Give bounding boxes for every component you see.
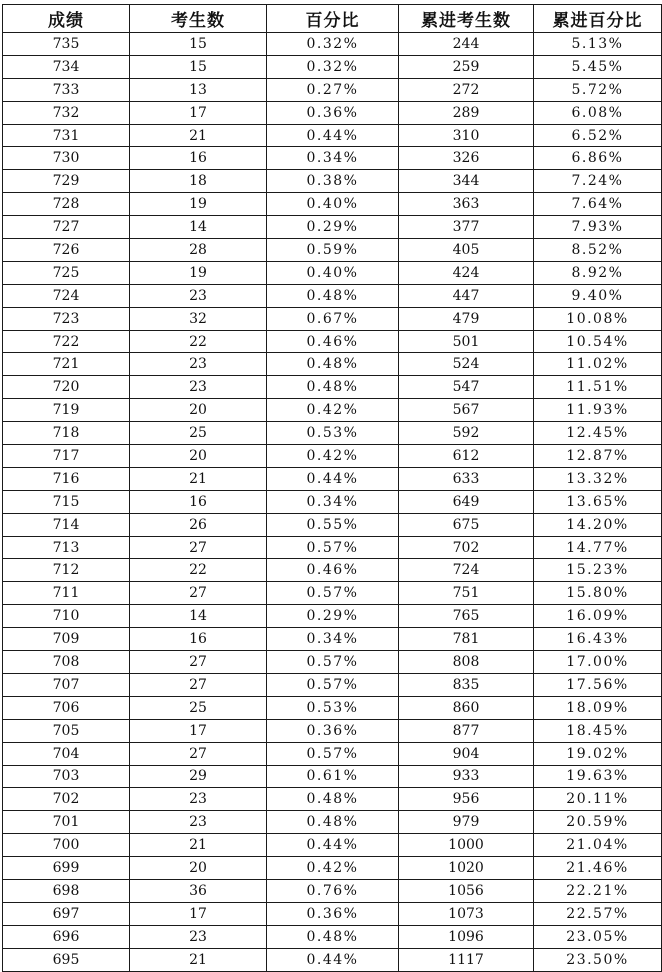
percentage-cell: 0.67% (267, 307, 399, 330)
header-candidates: 考生数 (130, 5, 267, 33)
cumulative-percentage-cell: 17.00% (534, 651, 662, 674)
candidates-cell: 26 (130, 513, 267, 536)
table-row (3, 857, 662, 880)
cumulative-candidates-cell: 447 (399, 284, 534, 307)
cumulative-candidates-cell: 524 (399, 353, 534, 376)
table-row (3, 124, 662, 147)
header-row (3, 5, 662, 33)
header-cumulative-candidates: 累进考生数 (399, 5, 534, 33)
cumulative-candidates-cell: 377 (399, 216, 534, 239)
percentage-cell: 0.40% (267, 193, 399, 216)
cumulative-candidates-cell: 675 (399, 513, 534, 536)
cumulative-percentage-cell: 14.77% (534, 536, 662, 559)
score-cell: 735 (3, 33, 130, 56)
score-cell: 705 (3, 719, 130, 742)
cumulative-candidates-cell: 259 (399, 55, 534, 78)
cumulative-candidates-cell: 1056 (399, 879, 534, 902)
table-row (3, 925, 662, 948)
cumulative-percentage-cell: 18.09% (534, 696, 662, 719)
table-row (3, 628, 662, 651)
cumulative-percentage-cell: 14.20% (534, 513, 662, 536)
table-row (3, 948, 662, 971)
percentage-cell: 0.36% (267, 902, 399, 925)
table-row (3, 651, 662, 674)
percentage-cell: 0.36% (267, 719, 399, 742)
percentage-cell: 0.34% (267, 147, 399, 170)
percentage-cell: 0.29% (267, 216, 399, 239)
cumulative-candidates-cell: 724 (399, 559, 534, 582)
cumulative-percentage-cell: 8.92% (534, 261, 662, 284)
score-cell: 721 (3, 353, 130, 376)
candidates-cell: 23 (130, 788, 267, 811)
cumulative-percentage-cell: 20.59% (534, 811, 662, 834)
cumulative-percentage-cell: 17.56% (534, 673, 662, 696)
score-cell: 698 (3, 879, 130, 902)
cumulative-percentage-cell: 11.93% (534, 399, 662, 422)
table-row (3, 399, 662, 422)
cumulative-percentage-cell: 19.02% (534, 742, 662, 765)
candidates-cell: 16 (130, 490, 267, 513)
cumulative-percentage-cell: 13.65% (534, 490, 662, 513)
cumulative-candidates-cell: 363 (399, 193, 534, 216)
candidates-cell: 22 (130, 559, 267, 582)
table-row (3, 467, 662, 490)
cumulative-candidates-cell: 479 (399, 307, 534, 330)
cumulative-candidates-cell: 1117 (399, 948, 534, 971)
cumulative-percentage-cell: 11.02% (534, 353, 662, 376)
cumulative-percentage-cell: 11.51% (534, 376, 662, 399)
candidates-cell: 27 (130, 582, 267, 605)
percentage-cell: 0.44% (267, 124, 399, 147)
cumulative-percentage-cell: 7.24% (534, 170, 662, 193)
table-row (3, 353, 662, 376)
candidates-cell: 23 (130, 925, 267, 948)
cumulative-candidates-cell: 1020 (399, 857, 534, 880)
cumulative-percentage-cell: 10.54% (534, 330, 662, 353)
table-header (3, 5, 662, 33)
score-cell: 727 (3, 216, 130, 239)
cumulative-percentage-cell: 8.52% (534, 239, 662, 262)
cumulative-percentage-cell: 6.08% (534, 101, 662, 124)
score-cell: 730 (3, 147, 130, 170)
candidates-cell: 21 (130, 834, 267, 857)
candidates-cell: 36 (130, 879, 267, 902)
candidates-cell: 14 (130, 216, 267, 239)
score-cell: 710 (3, 605, 130, 628)
candidates-cell: 22 (130, 330, 267, 353)
candidates-cell: 17 (130, 902, 267, 925)
percentage-cell: 0.44% (267, 467, 399, 490)
cumulative-percentage-cell: 22.21% (534, 879, 662, 902)
table-row (3, 719, 662, 742)
percentage-cell: 0.48% (267, 811, 399, 834)
cumulative-candidates-cell: 592 (399, 422, 534, 445)
score-cell: 733 (3, 78, 130, 101)
score-cell: 726 (3, 239, 130, 262)
score-cell: 700 (3, 834, 130, 857)
score-cell: 697 (3, 902, 130, 925)
cumulative-candidates-cell: 649 (399, 490, 534, 513)
percentage-cell: 0.61% (267, 765, 399, 788)
score-cell: 695 (3, 948, 130, 971)
candidates-cell: 23 (130, 376, 267, 399)
score-cell: 706 (3, 696, 130, 719)
candidates-cell: 21 (130, 467, 267, 490)
percentage-cell: 0.57% (267, 742, 399, 765)
cumulative-candidates-cell: 808 (399, 651, 534, 674)
score-cell: 725 (3, 261, 130, 284)
cumulative-candidates-cell: 933 (399, 765, 534, 788)
cumulative-percentage-cell: 15.23% (534, 559, 662, 582)
candidates-cell: 27 (130, 651, 267, 674)
percentage-cell: 0.32% (267, 33, 399, 56)
percentage-cell: 0.48% (267, 925, 399, 948)
candidates-cell: 17 (130, 719, 267, 742)
percentage-cell: 0.34% (267, 490, 399, 513)
percentage-cell: 0.48% (267, 376, 399, 399)
table-row (3, 101, 662, 124)
table-row (3, 582, 662, 605)
table-row (3, 902, 662, 925)
cumulative-percentage-cell: 10.08% (534, 307, 662, 330)
score-cell: 728 (3, 193, 130, 216)
percentage-cell: 0.55% (267, 513, 399, 536)
table-row (3, 765, 662, 788)
percentage-cell: 0.59% (267, 239, 399, 262)
table-row (3, 239, 662, 262)
candidates-cell: 16 (130, 628, 267, 651)
score-cell: 724 (3, 284, 130, 307)
cumulative-percentage-cell: 18.45% (534, 719, 662, 742)
cumulative-percentage-cell: 7.93% (534, 216, 662, 239)
table-row (3, 284, 662, 307)
candidates-cell: 29 (130, 765, 267, 788)
percentage-cell: 0.42% (267, 857, 399, 880)
score-cell: 707 (3, 673, 130, 696)
cumulative-percentage-cell: 6.52% (534, 124, 662, 147)
cumulative-percentage-cell: 22.57% (534, 902, 662, 925)
percentage-cell: 0.57% (267, 673, 399, 696)
candidates-cell: 23 (130, 811, 267, 834)
cumulative-percentage-cell: 23.50% (534, 948, 662, 971)
candidates-cell: 19 (130, 261, 267, 284)
percentage-cell: 0.29% (267, 605, 399, 628)
score-cell: 731 (3, 124, 130, 147)
cumulative-candidates-cell: 765 (399, 605, 534, 628)
percentage-cell: 0.36% (267, 101, 399, 124)
table-row (3, 33, 662, 56)
table-row (3, 216, 662, 239)
cumulative-candidates-cell: 405 (399, 239, 534, 262)
candidates-cell: 27 (130, 742, 267, 765)
score-cell: 702 (3, 788, 130, 811)
score-cell: 701 (3, 811, 130, 834)
cumulative-percentage-cell: 9.40% (534, 284, 662, 307)
cumulative-percentage-cell: 16.43% (534, 628, 662, 651)
score-cell: 718 (3, 422, 130, 445)
cumulative-percentage-cell: 23.05% (534, 925, 662, 948)
cumulative-candidates-cell: 702 (399, 536, 534, 559)
percentage-cell: 0.53% (267, 422, 399, 445)
table-row (3, 170, 662, 193)
candidates-cell: 21 (130, 948, 267, 971)
candidates-cell: 15 (130, 33, 267, 56)
score-cell: 723 (3, 307, 130, 330)
candidates-cell: 20 (130, 445, 267, 468)
score-cell: 715 (3, 490, 130, 513)
score-cell: 719 (3, 399, 130, 422)
header-score: 成绩 (3, 5, 130, 33)
cumulative-candidates-cell: 612 (399, 445, 534, 468)
percentage-cell: 0.46% (267, 559, 399, 582)
cumulative-candidates-cell: 1096 (399, 925, 534, 948)
percentage-cell: 0.44% (267, 948, 399, 971)
score-cell: 696 (3, 925, 130, 948)
percentage-cell: 0.48% (267, 284, 399, 307)
table-row (3, 55, 662, 78)
percentage-cell: 0.53% (267, 696, 399, 719)
cumulative-candidates-cell: 501 (399, 330, 534, 353)
cumulative-candidates-cell: 904 (399, 742, 534, 765)
percentage-cell: 0.57% (267, 582, 399, 605)
cumulative-percentage-cell: 21.46% (534, 857, 662, 880)
percentage-cell: 0.44% (267, 834, 399, 857)
candidates-cell: 27 (130, 536, 267, 559)
percentage-cell: 0.57% (267, 651, 399, 674)
cumulative-candidates-cell: 567 (399, 399, 534, 422)
table-row (3, 490, 662, 513)
score-cell: 709 (3, 628, 130, 651)
candidates-cell: 16 (130, 147, 267, 170)
table-row (3, 147, 662, 170)
cumulative-percentage-cell: 12.45% (534, 422, 662, 445)
table-row (3, 307, 662, 330)
percentage-cell: 0.46% (267, 330, 399, 353)
percentage-cell: 0.27% (267, 78, 399, 101)
cumulative-percentage-cell: 16.09% (534, 605, 662, 628)
cumulative-candidates-cell: 1000 (399, 834, 534, 857)
percentage-cell: 0.76% (267, 879, 399, 902)
percentage-cell: 0.34% (267, 628, 399, 651)
table-row (3, 742, 662, 765)
cumulative-candidates-cell: 289 (399, 101, 534, 124)
candidates-cell: 18 (130, 170, 267, 193)
cumulative-candidates-cell: 424 (399, 261, 534, 284)
table-row (3, 559, 662, 582)
cumulative-candidates-cell: 835 (399, 673, 534, 696)
percentage-cell: 0.48% (267, 788, 399, 811)
candidates-cell: 13 (130, 78, 267, 101)
header-percentage: 百分比 (267, 5, 399, 33)
candidates-cell: 14 (130, 605, 267, 628)
score-cell: 714 (3, 513, 130, 536)
candidates-cell: 28 (130, 239, 267, 262)
cumulative-percentage-cell: 5.72% (534, 78, 662, 101)
cumulative-candidates-cell: 877 (399, 719, 534, 742)
score-cell: 699 (3, 857, 130, 880)
score-cell: 708 (3, 651, 130, 674)
candidates-cell: 25 (130, 696, 267, 719)
table-row (3, 193, 662, 216)
table-body (3, 33, 662, 972)
table-row (3, 673, 662, 696)
score-cell: 712 (3, 559, 130, 582)
candidates-cell: 23 (130, 284, 267, 307)
table-row (3, 422, 662, 445)
percentage-cell: 0.32% (267, 55, 399, 78)
table-row (3, 536, 662, 559)
score-cell: 713 (3, 536, 130, 559)
percentage-cell: 0.57% (267, 536, 399, 559)
cumulative-percentage-cell: 6.86% (534, 147, 662, 170)
score-distribution-table (2, 4, 662, 972)
cumulative-candidates-cell: 979 (399, 811, 534, 834)
cumulative-candidates-cell: 326 (399, 147, 534, 170)
table-row (3, 261, 662, 284)
percentage-cell: 0.42% (267, 445, 399, 468)
candidates-cell: 21 (130, 124, 267, 147)
table-row (3, 376, 662, 399)
score-cell: 704 (3, 742, 130, 765)
candidates-cell: 20 (130, 399, 267, 422)
table-row (3, 811, 662, 834)
cumulative-percentage-cell: 21.04% (534, 834, 662, 857)
table-row (3, 834, 662, 857)
cumulative-candidates-cell: 344 (399, 170, 534, 193)
cumulative-candidates-cell: 272 (399, 78, 534, 101)
cumulative-candidates-cell: 860 (399, 696, 534, 719)
table-row (3, 78, 662, 101)
cumulative-percentage-cell: 13.32% (534, 467, 662, 490)
cumulative-percentage-cell: 20.11% (534, 788, 662, 811)
cumulative-candidates-cell: 751 (399, 582, 534, 605)
candidates-cell: 15 (130, 55, 267, 78)
score-cell: 734 (3, 55, 130, 78)
cumulative-percentage-cell: 5.45% (534, 55, 662, 78)
table-row (3, 445, 662, 468)
candidates-cell: 23 (130, 353, 267, 376)
candidates-cell: 27 (130, 673, 267, 696)
cumulative-candidates-cell: 244 (399, 33, 534, 56)
table-row (3, 879, 662, 902)
table-row (3, 605, 662, 628)
table-row (3, 513, 662, 536)
score-cell: 703 (3, 765, 130, 788)
table-row (3, 696, 662, 719)
cumulative-candidates-cell: 781 (399, 628, 534, 651)
candidates-cell: 17 (130, 101, 267, 124)
candidates-cell: 32 (130, 307, 267, 330)
score-cell: 722 (3, 330, 130, 353)
percentage-cell: 0.48% (267, 353, 399, 376)
cumulative-percentage-cell: 19.63% (534, 765, 662, 788)
cumulative-candidates-cell: 310 (399, 124, 534, 147)
cumulative-percentage-cell: 5.13% (534, 33, 662, 56)
cumulative-candidates-cell: 633 (399, 467, 534, 490)
percentage-cell: 0.38% (267, 170, 399, 193)
cumulative-percentage-cell: 7.64% (534, 193, 662, 216)
cumulative-candidates-cell: 547 (399, 376, 534, 399)
cumulative-percentage-cell: 12.87% (534, 445, 662, 468)
candidates-cell: 19 (130, 193, 267, 216)
percentage-cell: 0.42% (267, 399, 399, 422)
score-cell: 717 (3, 445, 130, 468)
score-cell: 732 (3, 101, 130, 124)
score-cell: 720 (3, 376, 130, 399)
candidates-cell: 20 (130, 857, 267, 880)
table-row (3, 330, 662, 353)
candidates-cell: 25 (130, 422, 267, 445)
score-cell: 711 (3, 582, 130, 605)
table-row (3, 788, 662, 811)
cumulative-percentage-cell: 15.80% (534, 582, 662, 605)
score-cell: 716 (3, 467, 130, 490)
cumulative-candidates-cell: 1073 (399, 902, 534, 925)
header-cumulative-percentage: 累进百分比 (534, 5, 662, 33)
cumulative-candidates-cell: 956 (399, 788, 534, 811)
percentage-cell: 0.40% (267, 261, 399, 284)
score-cell: 729 (3, 170, 130, 193)
